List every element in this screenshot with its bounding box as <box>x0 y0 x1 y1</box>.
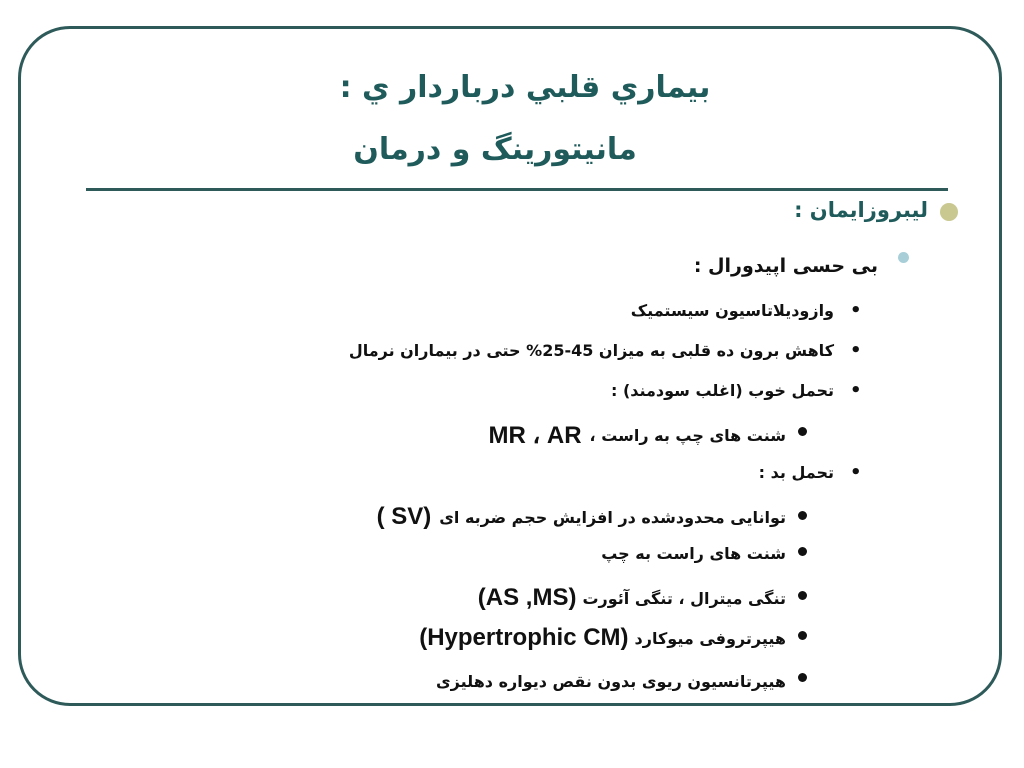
level2-heading <box>694 255 878 277</box>
list-item-latin: (Hypertrophic CM) <box>419 624 629 651</box>
slide-title-line-1: بيماري قلبي درباردار ي : <box>339 70 711 105</box>
list-item-text: کاهش برون ده قلبی به میزان 45-25% حتی در بیماران نرمال <box>348 341 834 360</box>
list-item-latin: (AS ,MS) <box>477 584 577 611</box>
list-item-text: هیپرتانسیون ریوی بدون نقص دیواره دهلیزی <box>436 672 786 691</box>
level1-heading <box>794 198 928 222</box>
level1-heading-text: لیبروزایمان : <box>794 198 928 222</box>
sub-bullet-icon <box>798 511 807 520</box>
level1-bullet-icon <box>940 203 958 221</box>
list-item-text: تحمل خوب (اغلب سودمند) : <box>610 381 834 400</box>
list-item <box>349 341 834 360</box>
list-item <box>759 463 834 482</box>
list-item <box>601 544 786 563</box>
slide-title-line-2: مانيتورينگ و درمان <box>353 132 637 167</box>
list-item <box>436 672 786 691</box>
sub-bullet-icon <box>798 631 807 640</box>
title-divider <box>86 188 948 191</box>
bullet-icon: • <box>850 380 862 401</box>
level2-bullet-icon <box>898 252 909 263</box>
list-item <box>478 584 786 612</box>
list-item-latin: ( SV) <box>376 503 432 530</box>
level2-heading-text: بی حسی اپیدورال : <box>693 255 878 277</box>
list-item <box>419 624 786 652</box>
list-item <box>377 503 786 531</box>
list-item <box>611 381 834 400</box>
list-item-latin: MR ، AR <box>488 422 582 449</box>
bullet-icon: • <box>850 340 862 361</box>
list-item-text: وازودیلاتاسیون سیستمیک <box>630 301 834 320</box>
list-item <box>631 301 834 320</box>
list-item <box>488 421 786 450</box>
list-item-text: شنت های چپ به راست ، <box>589 426 786 445</box>
bullet-icon: • <box>850 300 862 321</box>
list-item-text: شنت های راست به چپ <box>601 544 786 563</box>
list-item-text: توانایی محدودشده در افزایش حجم ضربه ای <box>439 507 786 527</box>
list-item-text: هیپرتروفی میوکارد <box>634 628 786 648</box>
sub-bullet-icon <box>798 673 807 682</box>
bullet-icon: • <box>850 462 862 483</box>
sub-bullet-icon <box>798 427 807 436</box>
list-item-text: تنگی میترال ، تنگی آئورت <box>582 588 786 608</box>
sub-bullet-icon <box>798 547 807 556</box>
sub-bullet-icon <box>798 591 807 600</box>
list-item-text: تحمل بد : <box>758 463 834 482</box>
